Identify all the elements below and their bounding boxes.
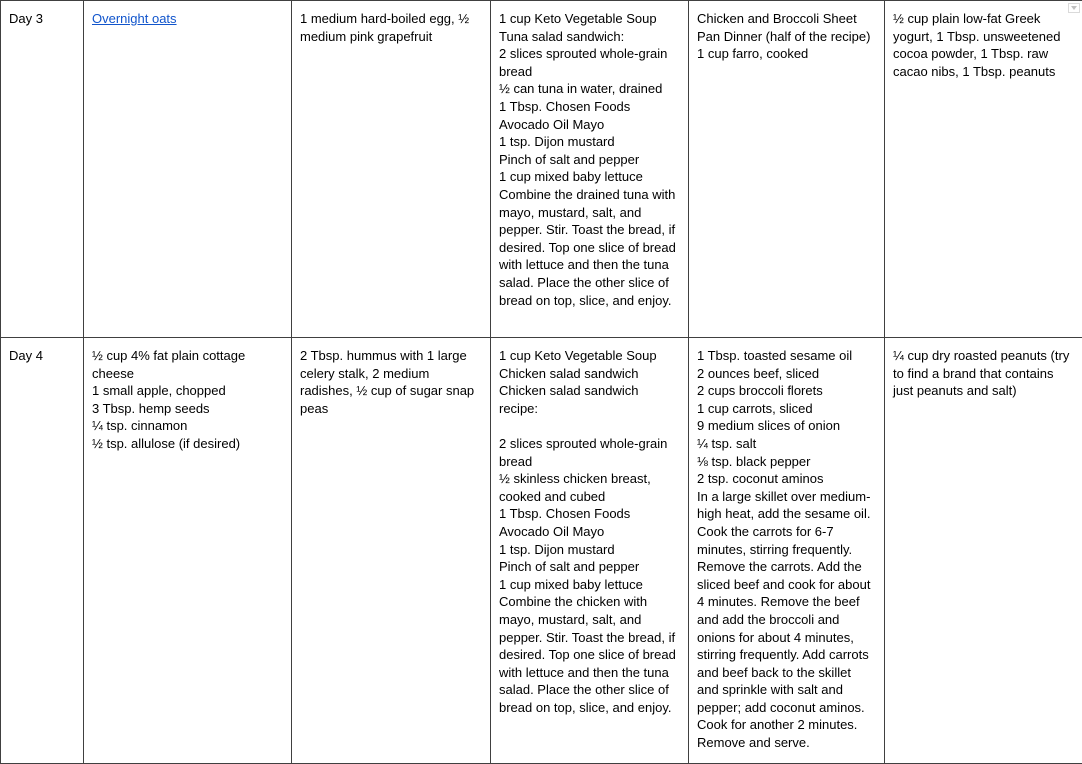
cell-line: 1 small apple, chopped (92, 382, 283, 400)
cell-line: 1 tsp. Dijon mustard (499, 541, 680, 559)
cell-line: ½ tsp. allulose (if desired) (92, 435, 283, 453)
table-row-day-3 (1, 1, 1082, 338)
breakfast-cell[interactable] (84, 1, 292, 338)
cell-line: 1 medium hard-boiled egg, ½ medium pink grapefruit (300, 10, 482, 45)
cell-line: 2 ounces beef, sliced (697, 365, 876, 383)
cell-line: Chicken salad sandwich (499, 365, 680, 383)
cell-line: 9 medium slices of onion (697, 417, 876, 435)
snack-2-cell[interactable] (885, 1, 1082, 338)
cell-line: 3 Tbsp. hemp seeds (92, 400, 283, 418)
cell-line: 1 cup mixed baby lettuce (499, 168, 680, 186)
cell-line: ½ skinless chicken breast, cooked and cubed (499, 470, 680, 505)
cell-line: ½ can tuna in water, drained (499, 80, 680, 98)
cell-line: ¼ tsp. salt (697, 435, 876, 453)
day-label: Day 4 (9, 347, 75, 365)
cell-line: 1 Tbsp. Chosen Foods Avocado Oil Mayo (499, 98, 680, 133)
snack-2-cell[interactable] (885, 338, 1082, 764)
breakfast-cell[interactable] (84, 338, 292, 764)
cell-line: Pinch of salt and pepper (499, 151, 680, 169)
cell-line: 1 cup mixed baby lettuce (499, 576, 680, 594)
cell-line: 1 Tbsp. toasted sesame oil (697, 347, 876, 365)
dinner-cell[interactable] (689, 338, 885, 764)
overnight-oats-link[interactable]: Overnight oats (92, 10, 283, 28)
cell-line: 1 Tbsp. Chosen Foods Avocado Oil Mayo (499, 505, 680, 540)
day-label: Day 3 (9, 10, 75, 28)
cell-line: 1 tsp. Dijon mustard (499, 133, 680, 151)
snack-1-cell[interactable] (292, 338, 491, 764)
cell-line: Chicken salad sandwich recipe: (499, 382, 680, 417)
cell-line: 1 cup Keto Vegetable Soup (499, 347, 680, 365)
cell-line: 1 cup carrots, sliced (697, 400, 876, 418)
blank-line (499, 417, 680, 435)
table-row-day-4 (1, 338, 1082, 764)
dinner-cell[interactable] (689, 1, 885, 338)
day-cell[interactable] (1, 1, 84, 338)
cell-line: ½ cup plain low-fat Greek yogurt, 1 Tbsp. unsweetened cocoa powder, 1 Tbsp. raw cacao nibs, 1 Tbsp. peanuts (893, 10, 1074, 80)
snack-1-cell[interactable] (292, 1, 491, 338)
cell-line: 2 slices sprouted whole-grain bread (499, 45, 680, 80)
day-cell[interactable] (1, 338, 84, 764)
cell-line: ¼ cup dry roasted peanuts (try to find a brand that contains just peanuts and salt) (893, 347, 1074, 400)
cell-line: 2 cups broccoli florets (697, 382, 876, 400)
cell-line: Chicken and Broccoli Sheet Pan Dinner (half of the recipe) (697, 10, 876, 45)
cell-line: ¼ tsp. cinnamon (92, 417, 283, 435)
cell-line: In a large skillet over medium-high heat, add the sesame oil. Cook the carrots for 6-7 minutes, stirring frequently. Remove the carrots. Add the sliced beef and cook for about 4 minutes. Remove the beef and add the broccoli and onions for about 4 minutes, stirring frequently. Add carrots and beef back to the skillet and sprinkle with salt and pepper; add coconut aminos. Cook for another 2 minutes. Remove and serve. (697, 488, 876, 752)
cell-line: 1 cup Keto Vegetable Soup (499, 10, 680, 28)
cell-line: Tuna salad sandwich: (499, 28, 680, 46)
cell-line: ½ cup 4% fat plain cottage cheese (92, 347, 283, 382)
cell-line: 1 cup farro, cooked (697, 45, 876, 63)
cell-line: 2 Tbsp. hummus with 1 large celery stalk, 2 medium radishes, ½ cup of sugar snap peas (300, 347, 482, 417)
lunch-cell[interactable] (491, 338, 689, 764)
cell-line: 2 slices sprouted whole-grain bread (499, 435, 680, 470)
cell-content (893, 347, 1074, 400)
cell-line: Pinch of salt and pepper (499, 558, 680, 576)
cell-line: ⅛ tsp. black pepper (697, 453, 876, 471)
cell-line: 2 tsp. coconut aminos (697, 470, 876, 488)
cell-line: Combine the chicken with mayo, mustard, salt, and pepper. Stir. Toast the bread, if desired. Top one slice of bread with lettuce and then the tuna salad. Place the other slice of bread on top, slice, and enjoy. (499, 593, 680, 716)
lunch-cell[interactable] (491, 1, 689, 338)
cell-line: Combine the drained tuna with mayo, mustard, salt, and pepper. Stir. Toast the bread, if desired. Top one slice of bread with lettuce and then the tuna salad. Place the other slice of bread on top, slice, and enjoy. (499, 186, 680, 309)
